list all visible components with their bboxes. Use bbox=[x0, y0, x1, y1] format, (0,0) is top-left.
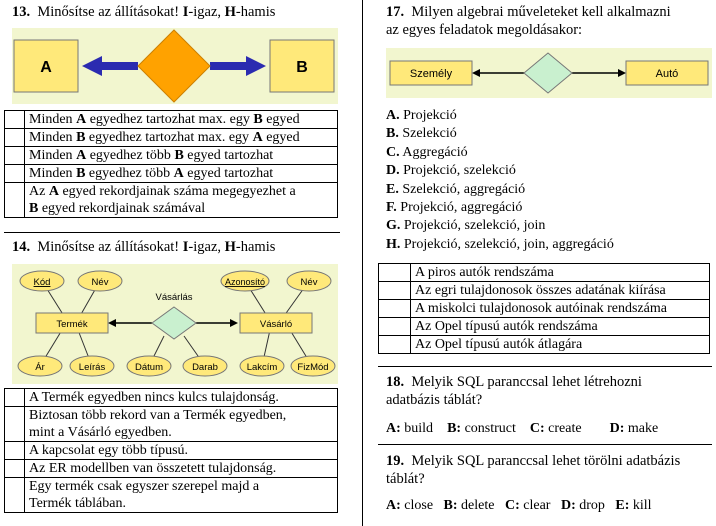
q17-option-e: E. Szelekció, aggregáció bbox=[386, 182, 526, 197]
q19-answers: A: close B: delete C: clear D: drop E: kill bbox=[386, 498, 652, 513]
q14-attr-ar-label: Ár bbox=[35, 362, 45, 373]
answer-box[interactable] bbox=[5, 165, 25, 183]
q17-option-b: B. Szelekció bbox=[386, 126, 457, 141]
answer-box[interactable] bbox=[379, 300, 411, 318]
q14-statement-5: Egy termék csak egyszer szerepel majd a Termék táblában. bbox=[25, 478, 338, 513]
q14-statement-3: A kapcsolat egy több típusú. bbox=[25, 442, 338, 460]
q13-statement-2: Minden B egyedhez tartozhat max. egy A egyed bbox=[25, 129, 338, 147]
q13-statement-1: Minden A egyedhez tartozhat max. egy B egyed bbox=[25, 111, 338, 129]
q17-task-4: Az Opel típusú autók rendszáma bbox=[411, 318, 710, 336]
q17-task-1: A piros autók rendszáma bbox=[411, 264, 710, 282]
q17-option-c: C. Aggregáció bbox=[386, 145, 468, 160]
q18-answers: A: build B: construct C: create D: make bbox=[386, 421, 659, 436]
q17-bottom-rule bbox=[378, 366, 712, 367]
table-row bbox=[379, 282, 710, 300]
table-row bbox=[5, 442, 338, 460]
q13-statements-table bbox=[4, 110, 338, 218]
q17-task-3: A miskolci tulajdonosok autóinak rendszáma bbox=[411, 300, 710, 318]
q14-attr-azonosito-label: Azonosító bbox=[224, 277, 266, 287]
q14-attr-lakcim-label: Lakcím bbox=[246, 362, 278, 373]
q17-entity-szemely-label: Személy bbox=[409, 68, 453, 80]
answer-box[interactable] bbox=[379, 264, 411, 282]
q17-option-h: H. Projekció, szelekció, join, aggregáció bbox=[386, 237, 614, 252]
answer-box[interactable] bbox=[5, 442, 25, 460]
q17-option-a: A. Projekció bbox=[386, 108, 457, 123]
q18-bottom-rule bbox=[378, 444, 712, 445]
q14-relation-label: Vásárlás bbox=[155, 292, 193, 303]
q17-diagram bbox=[386, 48, 712, 98]
q14-statement-4: Az ER modellben van összetett tulajdonság. bbox=[25, 460, 338, 478]
table-row bbox=[5, 460, 338, 478]
q13-diagram bbox=[12, 28, 338, 104]
q14-statement-2: Biztosan több rekord van a Termék egyedben, mint a Vásárló egyedben. bbox=[25, 407, 338, 442]
answer-box[interactable] bbox=[5, 129, 25, 147]
answer-box[interactable] bbox=[5, 460, 25, 478]
answer-box[interactable] bbox=[5, 183, 25, 218]
table-row bbox=[379, 336, 710, 354]
answer-box[interactable] bbox=[379, 282, 411, 300]
q17-option-g: G. Projekció, szelekció, join bbox=[386, 218, 546, 233]
q17-task-2: Az egri tulajdonosok összes adatának kiírása bbox=[411, 282, 710, 300]
q19-title: 19. Melyik SQL paranccsal lehet törölni adatbázis táblát? bbox=[386, 453, 681, 487]
table-row bbox=[5, 478, 338, 513]
table-row bbox=[5, 129, 338, 147]
q18-title: 18. Melyik SQL paranccsal lehet létrehozni adatbázis táblát? bbox=[386, 374, 642, 408]
q13-statement-3: Minden A egyedhez több B egyed tartozhat bbox=[25, 147, 338, 165]
table-row bbox=[379, 300, 710, 318]
q14-statement-1: A Termék egyedben nincs kulcs tulajdonság. bbox=[25, 389, 338, 407]
table-row bbox=[5, 147, 338, 165]
q13-title: 13. Minősítse az állításokat! I-igaz, H-hamis bbox=[12, 4, 276, 20]
q14-er-diagram bbox=[12, 264, 338, 384]
table-row bbox=[5, 389, 338, 407]
q17-option-f: F. Projekció, aggregáció bbox=[386, 200, 523, 215]
q14-attr-leiras-label: Leírás bbox=[78, 362, 106, 373]
table-row bbox=[379, 318, 710, 336]
answer-box[interactable] bbox=[5, 389, 25, 407]
column-divider bbox=[362, 0, 363, 526]
q17-task-5: Az Opel típusú autók átlagára bbox=[411, 336, 710, 354]
q14-attr-darab-label: Darab bbox=[192, 362, 218, 373]
q17-option-d: D. Projekció, szelekció bbox=[386, 163, 516, 178]
q17-title: 17. Milyen algebrai műveleteket kell alkalmazni az egyes feladatok megoldásakor: bbox=[386, 4, 671, 38]
q14-attr-kod-label: Kód bbox=[33, 277, 51, 288]
table-row bbox=[5, 165, 338, 183]
answer-box[interactable] bbox=[5, 111, 25, 129]
q13-bottom-rule bbox=[4, 232, 340, 233]
table-row bbox=[5, 183, 338, 218]
q14-attr-datum-label: Dátum bbox=[135, 362, 163, 373]
answer-box[interactable] bbox=[5, 478, 25, 513]
q17-entity-auto-label: Autó bbox=[655, 68, 679, 80]
q14-entity-vasarlo-label: Vásárló bbox=[259, 319, 293, 330]
q14-title: 14. Minősítse az állításokat! I-igaz, H-hamis bbox=[12, 239, 276, 255]
q13-entity-b-label: B bbox=[296, 59, 308, 76]
q14-entity-termek-label: Termék bbox=[56, 319, 88, 330]
answer-box[interactable] bbox=[379, 336, 411, 354]
q14-attr-nev-right-label: Név bbox=[300, 277, 318, 288]
q14-attr-fizmod-label: FizMód bbox=[297, 362, 329, 373]
q14-statements-table bbox=[4, 388, 338, 513]
answer-box[interactable] bbox=[5, 147, 25, 165]
answer-box[interactable] bbox=[379, 318, 411, 336]
q13-statement-4: Minden B egyedhez több A egyed tartozhat bbox=[25, 165, 338, 183]
q13-statement-5: Az A egyed rekordjainak száma megegyezhet a B egyed rekordjainak számával bbox=[25, 183, 338, 218]
table-row bbox=[5, 407, 338, 442]
q13-entity-a-label: A bbox=[40, 59, 52, 76]
q14-attr-nev-left-label: Név bbox=[91, 277, 109, 288]
answer-box[interactable] bbox=[5, 407, 25, 442]
table-row bbox=[379, 264, 710, 282]
table-row bbox=[5, 111, 338, 129]
q17-tasks-table bbox=[378, 263, 710, 354]
